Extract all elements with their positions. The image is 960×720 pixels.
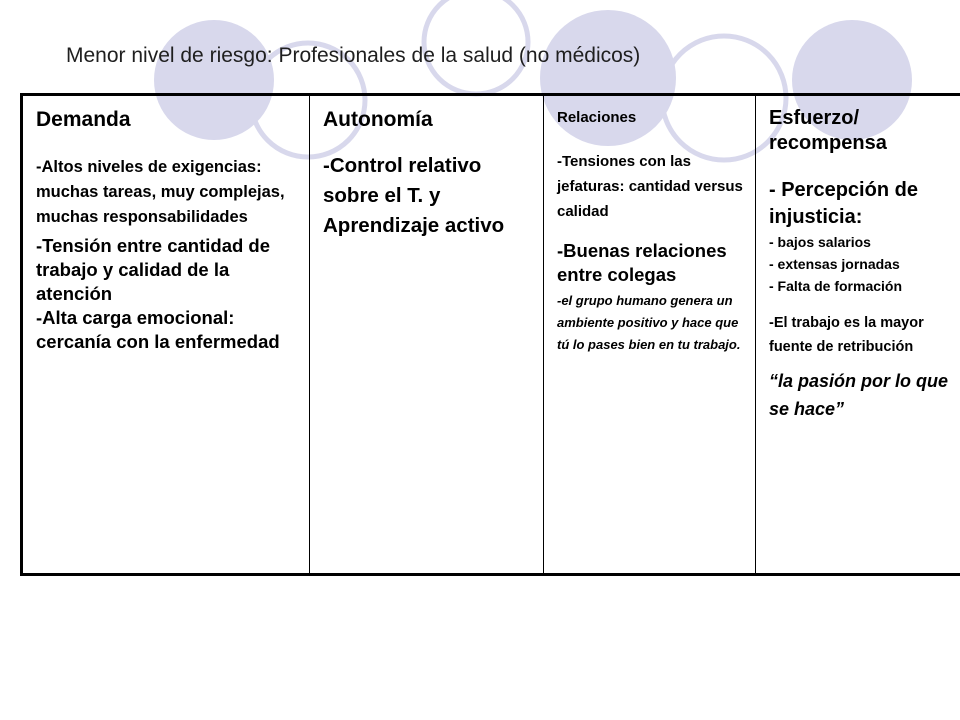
column-autonomia <box>309 96 543 573</box>
header-esfuerzo-recompensa: Esfuerzo/ recompensa <box>769 107 887 154</box>
item-demanda-carga-emocional: -Alta carga emocional: cercanía con la enfermedad <box>36 307 280 352</box>
risk-factors-table <box>20 93 960 576</box>
column-esfuerzo-recompensa <box>755 96 960 573</box>
item-esfuerzo-jornadas: - extensas jornadas <box>769 256 900 272</box>
item-autonomia-control: -Control relativo sobre el T. y Aprendizaje activo <box>323 154 505 237</box>
item-esfuerzo-salarios: - bajos salarios <box>769 234 871 250</box>
item-esfuerzo-retribucion: -El trabajo es la mayor fuente de retribución <box>769 315 924 355</box>
header-demanda: Demanda <box>36 108 131 131</box>
column-demanda <box>23 96 309 573</box>
slide-title: Menor nivel de riesgo: Profesionales de la salud (no médicos) <box>66 44 641 67</box>
column-relaciones <box>543 96 755 573</box>
item-relaciones-colegas: -Buenas relaciones entre colegas <box>557 240 727 285</box>
item-demanda-tension: -Tensión entre cantidad de trabajo y calidad de la atención <box>36 235 271 304</box>
item-esfuerzo-injusticia: - Percepción de injusticia: <box>769 179 918 228</box>
item-relaciones-grupo-humano: -el grupo humano genera un ambiente positivo y hace que tú lo pases bien en tu trabajo. <box>557 293 741 352</box>
header-autonomia: Autonomía <box>323 108 433 131</box>
item-demanda-exigencias: -Altos niveles de exigencias: muchas tareas, muy complejas, muchas responsabilidades <box>36 158 285 226</box>
header-relaciones: Relaciones <box>557 109 637 126</box>
item-esfuerzo-pasion: “la pasión por lo que se hace” <box>769 371 949 419</box>
item-esfuerzo-formacion: - Falta de formación <box>769 278 903 294</box>
item-relaciones-jefaturas: -Tensiones con las jefaturas: cantidad versus calidad <box>557 153 743 220</box>
